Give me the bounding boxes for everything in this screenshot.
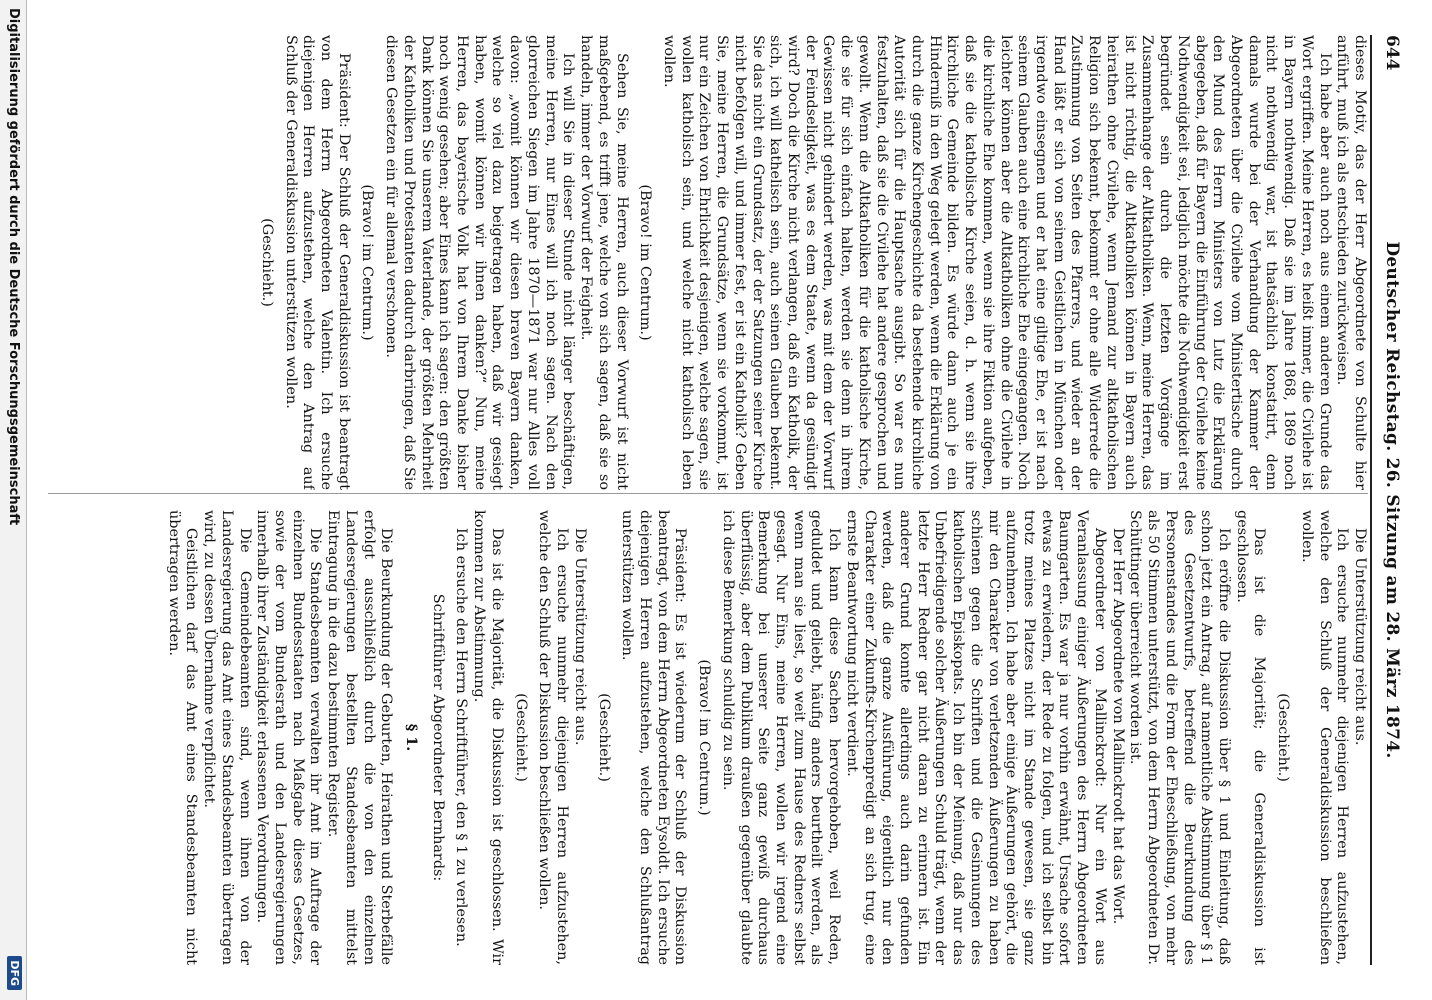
speech-paragraph: Abgeordneter von Mallinckrodt: Nur ein Wort aus Veranlassung einiger Äußerungen des Herrn Abgeordneten Baumgarten. Es war ja nur vorhin erwähnt, Ursache sofort etwas zu erwiedern, der Rede zu folgen, und ich selbst bin trotz meines Platzes nicht im Stande gewesen, sie ganz aufzunehmen. Ich habe aber einige Äußerungen gehört, die mir den Charakter von verletzenden Äußerungen zu haben schienen gegen die Schriften und die Gesinnungen des katholischen Episkopats. Ich bin der Meinung, daß nur das Unbefriedigende solcher Äußerungen Schuld trägt, wenn der letzte Herr Redner gar nicht daran zu erinnern ist. Ein anderer Grund konnte allerdings auch darin gefunden werden, daß die ganze Ausführung, eigentlich nur den Charakter einer Zukunfts-Kirchenpredigt an sich trug, eine ernste Beantwortung nicht verdient. [843, 510, 1108, 965]
procedure-note: (Geschieht.) [512, 693, 529, 782]
paragraph: Ich habe aber auch noch aus einem anderen Grunde das Wort ergriffen. Meine Herren, es heißt immer, die Civilehe ist in Bayern nothwendig. Daß sie im Jahre 1868, 1869 noch nicht nothwendig war, ist thatsächlich konstatirt, denn damals wurde bei der Verhandlung der Kammer der Abgeordneten über die Civilehe vom Ministertische durch den Mund des Herrn Ministers von Lutz die Erklärung abgegeben, daß für Bayern die Einführung der Civilehe keine Nothwendigkeit sei, lediglich möchte die Nothwendigkeit erst begründet sein durch die letzten Vorgänge im Zusammenhange der Altkatholiken. Wenn, meine Herren, das ist nicht richtig, die Altkatholiken können in Bayern auch heirathen ohne Civilehe, wenn Jemand zur altkatholischen Religion sich bekennt, bekommt er ohne alle Widerrede die Zustimmung von Seiten des Pfarrers, und wieder an der Hand läßt er sich von seinem Geistlichen in München oder irgendwo einsegnen und er hat eine giltige Ehe, er ist nach seinem Glauben auch eine kirchliche Ehe eingegangen. Noch leichter können aber die Altkatholiken ohne die Civilehe in die kirchliche Ehe kommen, wenn sie ihre Fiktion aufgeben, daß sie die katholische Kirche seien, d. h. wenn sie ihre kirchliche Gemeinde bilden. Es würde dann auch je ein Hinderniß in den Weg gelegt werden, wenn die Erklärung von durch die ganze Kirchengeschichte da bestehende kirchliche Autorität sich für die Hauptsache ausgibt. So war es nun festzuhalten, daß sie die Civilehe hat andere gesprochen und gewollt. Wenn die Altkatholiken für die katholische Kirche, die sie für sich einfach halten, werden sie denn in ihrem Gewissen nicht gehindert werden, was mit dem der Vorwurf der Feindseligkeit, was es dem Staate, wenn da gesündigt wird? Doch die Kirche nicht verlangen, daß ein Katholik, der sich, ich will kathelisch sein, auch seinen Glauben bekennt. Sie das nicht ein Grundsatz, der der Satzungen seiner Kirche nicht befolgen will, und immer fest, er ist ein Katholik? Geben Sie, meine Herren, die Grundsätze, wenn sie vorkommt, ist nur ein Zeichen von Ehrlichkeit desjenigen, welche sagen, sie wollen katholisch sein, und welche nicht katholisch leben wollen. [660, 35, 1333, 490]
column-divider [48, 493, 1368, 494]
president-paragraph: Präsident: Der Schluß der Generaldiskussion ist beantragt von dem Herrn Abgeordneten Valentin. Ich ersuche diejenigen Herren aufzustehen, welche den Antrag auf Schluß der Generaldiskussion unterstützen wollen. [282, 35, 352, 490]
procedure-note: (Geschieht.) [1275, 693, 1292, 782]
left-column [48, 35, 1368, 490]
applause-note: (Bravo! im Centrum.) [359, 184, 376, 341]
paragraph: Ich kann diese Sachen hervorgehoben, weil Reden, geduldet und geliebt, häufig anders beurtheilt werden, als wenn man sie liest, so weit zum Hause des Redners selbst gesagt. Nur Eins, meine Herren, wollen wir irgend eine Bemerkung bei unserer Seite ganz gewiß durchaus überflüssig, aber dem Publikum draußen gegenüber glaubte ich diese Bemerkung schuldig zu sein. [719, 510, 843, 965]
law-paragraph: Die Gemeindebeamten sind, wenn ihnen von der Landesregierung das Amt eines Standesbeamten übertragen wird, zu dessen Übernahme verpflichtet. [201, 510, 253, 965]
section-heading: § 1. [403, 723, 421, 752]
law-paragraph: Geistlichen darf das Amt eines Standesbeamten nicht übertragen werden. [165, 510, 200, 965]
law-paragraph: Die Standesbeamten verwalten ihr Amt im Auftrage der einzelnen Bundesstaaten nach Maßgabe dieses Gesetzes, sowie der vom Bundesrath und den Landesregierungen innerhalb ihrer Zuständigkeit erlassenen Verordnungen. [254, 510, 324, 965]
dfg-logo: DFG [7, 956, 22, 990]
paragraph: Das ist die Majorität, die Diskussion ist geschlossen. Wir kommen zur Abstimmung. [471, 510, 505, 965]
paragraph: dieses Motiv, das der Herr Abgeordnete von Schulte hier anführt, muß ich als entschieden zurückweisen. [1334, 35, 1368, 490]
paragraph: Ich ersuche nunmehr diejenigen Herren aufzustehen, welche den Schluß der Diskussion beschließen wollen. [536, 510, 571, 965]
applause-note: (Bravo! im Centrum.) [637, 184, 654, 341]
procedure-note: (Geschieht.) [258, 218, 275, 307]
paragraph: Ich ersuche nunmehr diejenigen Herren aufzustehen, welche den Schluß der Generaldiskussion beschließen wollen. [1298, 510, 1351, 965]
paragraph: Ich ersuche den Herrn Schriftführer, den § 1 zu verlesen. [453, 528, 470, 947]
footer-credit: Digitalisierung gefördert durch die Deutsche Forschungsgemeinschaft [6, 8, 21, 526]
president-paragraph: Präsident: Es ist wiederum der Schluß der Diskussion beantragt, von dem Herrn Abgeordneten Eysoldt. Ich ersuche diejenigen Herren aufzustehen, welche den Schlußantrag unterstützen wollen. [619, 510, 689, 965]
right-column [48, 510, 1368, 965]
page-header [1370, 35, 1410, 965]
digitization-footer [0, 0, 27, 1000]
speaker-line: Schriftführer Abgeordneter Bernhards: [429, 593, 446, 882]
paragraph: Sehen Sie, meine Herren, auch dieser Vorwurf ist nicht maßgebend, es trifft jene, welche von sich sagen, daß sie so handeln, immer der Vorwurf der Feigheit. [578, 35, 630, 490]
paragraph: Das ist die Majorität; die Generaldiskussion ist geschlossen. [1233, 510, 1268, 965]
paragraph: Die Unterstützung reicht aus. [571, 528, 588, 746]
procedure-note: (Geschieht.) [595, 693, 612, 782]
page-number: 644 [1382, 35, 1402, 71]
applause-note: (Bravo! im Centrum.) [696, 659, 713, 816]
paragraph: Die Unterstützung reicht aus. [1352, 528, 1368, 746]
paragraph: Ich will Sie in dieser Stunde nicht länger beschäftigen, meine Herren, nur Eines will ich noch sagen. Nach den glorreichen Siegen im Jahre 1870—1871 war nur Alles voll davon: „womit können wir diesen braven Bayern danken, welche so viel dazu beigetragen haben, daß wir gesiegt haben, womit können wir ihnen danken?“ Nun, meine Herren, das bayerische Volk hat von Ihrem Danke bisher noch wenig gesehen; aber Eines kann ich sagen: den größten Dank können Sie unserem Vaterlande, der größten Mehrheit der Katholiken und Protestanten dadurch darbringen, daß Sie diesen Gesetzen ein für allemal verschonen. [383, 35, 577, 490]
running-title: Deutscher Reichstag. 26. Sitzung am 28. März 1874. [1382, 241, 1402, 759]
law-paragraph: Die Beurkundung der Geburten, Heirathen und Sterbefälle erfolgt ausschließlich durch die von den einzelnen Landesregierungen bestellten Standesbeamten mittelst Eintragung in die dazu bestimmten Register. [325, 510, 395, 965]
paragraph: Ich eröffne die Diskussion über § 1 und Einleitung, daß schon jetzt ein Antrag, auf namentliche Abstimmung über § 1 des Gesetzentwurfs, betreffend die Beurkundung des Personenstandes und die Form der Eheschließung, von mehr als 50 Stimmen unterstützt, von dem Herrn Abgeordneten Dr. Schüttinger überreicht worden ist. [1127, 510, 1232, 965]
paragraph: Der Herr Abgeordnete von Mallinckrodt hat das Wort. [1109, 528, 1126, 925]
